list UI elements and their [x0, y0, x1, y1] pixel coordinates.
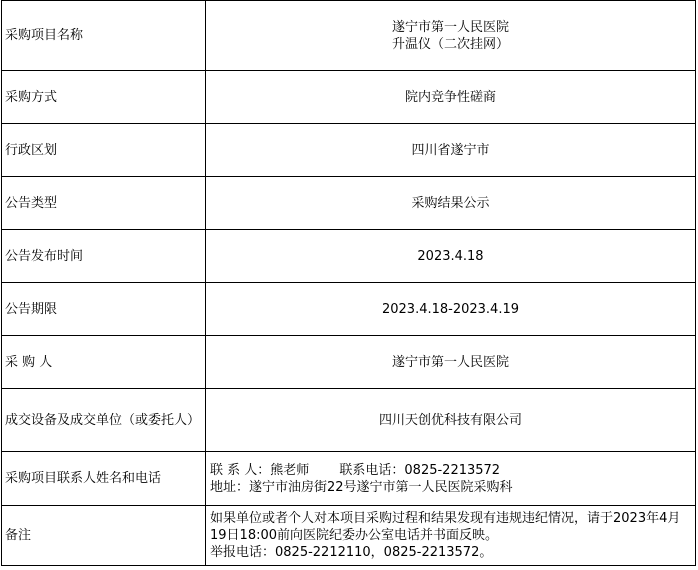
table-row [2, 283, 696, 336]
row-label-text: 成交设备及成交单位（或委托人） [5, 412, 201, 428]
row-value: 采购结果公示 [206, 177, 696, 230]
row-label: 备注 [2, 506, 206, 566]
project-name-line-2: 升温仪（二次挂网） [391, 36, 509, 52]
table-row [2, 71, 696, 124]
table-row [2, 124, 696, 177]
table-row [2, 1, 696, 71]
project-name-line-1: 遂宁市第一人民医院 [391, 19, 509, 35]
row-value [206, 506, 696, 566]
table-row [2, 177, 696, 230]
row-label: 采购项目名称 [2, 1, 206, 71]
row-label: 行政区划 [2, 124, 206, 177]
table-row [2, 336, 696, 389]
table-row [2, 452, 696, 506]
row-label: 采购项目联系人姓名和电话 [2, 452, 206, 506]
table-row [2, 506, 696, 566]
row-label: 公告期限 [2, 283, 206, 336]
contact-line: 联 系 人：熊老师 联系电话：0825-2213572 [210, 462, 501, 478]
row-value: 院内竞争性磋商 [206, 71, 696, 124]
row-value: 2023.4.18 [206, 230, 696, 283]
row-value: 遂宁市第一人民医院 [206, 336, 696, 389]
remark-text: 如果单位或者个人对本项目采购过程和结果发现有违规违纪情况，请于2023年4月19日18:00前向医院纪委办公室电话并书面反映。 [210, 511, 681, 543]
row-label [2, 389, 206, 452]
row-value: 2023.4.18-2023.4.19 [206, 283, 696, 336]
row-label: 公告类型 [2, 177, 206, 230]
row-value: 四川省遂宁市 [206, 124, 696, 177]
row-label: 采购方式 [2, 71, 206, 124]
row-value [206, 452, 696, 506]
procurement-info-table [1, 0, 696, 566]
table-row [2, 389, 696, 452]
table-row [2, 230, 696, 283]
row-value: 四川天创优科技有限公司 [206, 389, 696, 452]
row-label: 采 购 人 [2, 336, 206, 389]
row-label: 公告发布时间 [2, 230, 206, 283]
report-phone-line: 举报电话：0825-2212110，0825-2213572。 [210, 545, 493, 560]
address-line: 地址：遂宁市油房街22号遂宁市第一人民医院采购科 [210, 479, 513, 495]
row-value [206, 1, 696, 71]
